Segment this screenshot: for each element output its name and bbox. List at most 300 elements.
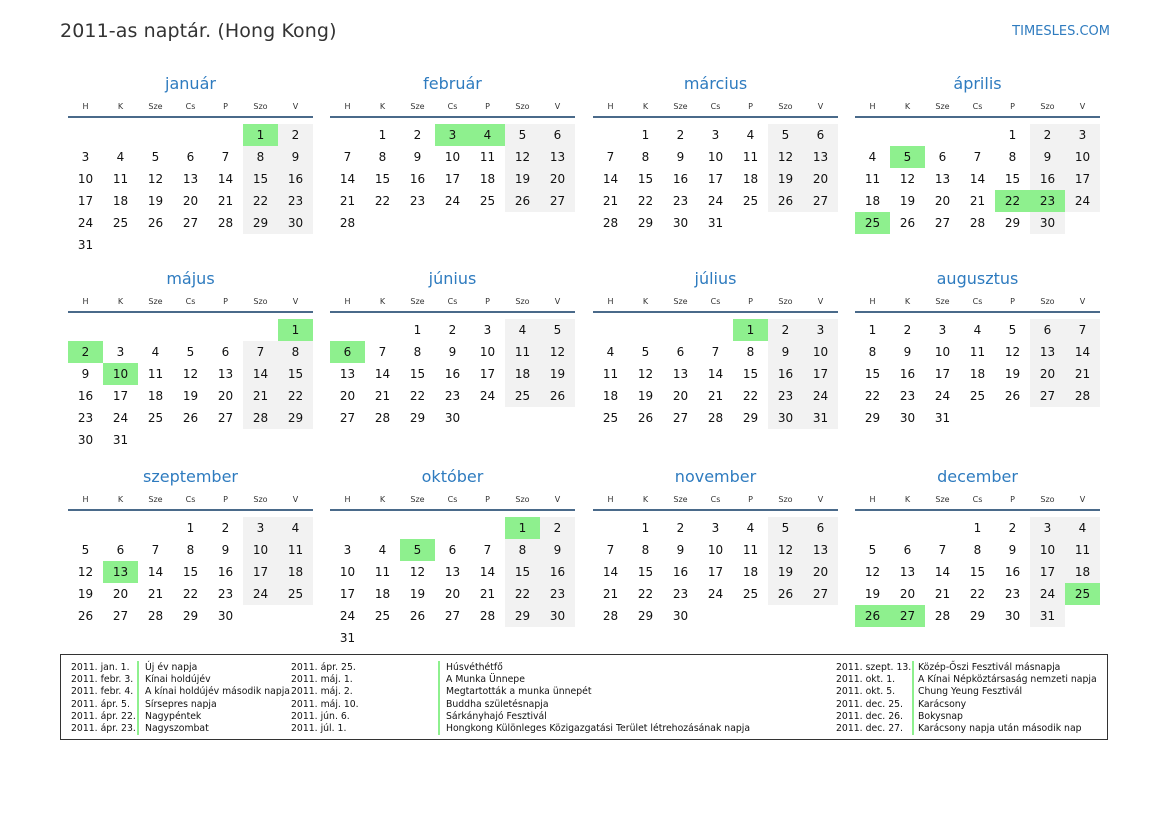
holiday-day-cell: 1 xyxy=(278,319,313,341)
day-cell: 21 xyxy=(1065,363,1100,385)
day-cell: 14 xyxy=(1065,341,1100,363)
empty-cell xyxy=(663,319,698,341)
day-cell: 10 xyxy=(444,150,461,164)
day-cell: 27 xyxy=(112,609,129,623)
day-cell: 22 xyxy=(637,587,654,601)
weekday-label: V xyxy=(1079,494,1086,504)
empty-cell xyxy=(103,517,138,539)
day-cell: 28 xyxy=(147,609,164,623)
weekday-label: V xyxy=(1079,296,1086,306)
weekday-label: Szo xyxy=(778,101,793,111)
day-cell: 16 xyxy=(1004,565,1021,579)
day-cell: 3 xyxy=(483,323,492,337)
day-cell: 17 xyxy=(339,587,356,601)
day-cell: 22 xyxy=(969,587,986,601)
weekday-label: Sze xyxy=(935,101,950,111)
day-cell: 27 xyxy=(672,411,689,425)
day-cell: 8 xyxy=(1008,150,1017,164)
holiday-day-cell: 5 xyxy=(890,146,925,168)
day-cell: 3 xyxy=(1030,517,1065,539)
weekday-label: V xyxy=(817,494,824,504)
day-cell: 20 xyxy=(540,168,575,190)
month-február xyxy=(330,74,575,234)
weekday-label: P xyxy=(748,296,753,306)
legend-col1-names xyxy=(145,662,290,735)
legend-holiday-name: Karácsony napja után második nap xyxy=(918,722,1082,734)
day-cell: 23 xyxy=(77,411,94,425)
day-cell: 24 xyxy=(112,411,129,425)
day-grid xyxy=(593,319,838,429)
day-cell: 25 xyxy=(278,583,313,605)
day-cell: 19 xyxy=(182,389,199,403)
weekday-label: Cs xyxy=(972,296,983,306)
day-cell: 25 xyxy=(147,411,164,425)
day-cell: 7 xyxy=(483,543,492,557)
day-cell: 20 xyxy=(899,587,916,601)
empty-cell xyxy=(593,517,628,539)
holiday-legend xyxy=(60,654,1108,740)
day-cell: 4 xyxy=(746,128,755,142)
day-cell: 14 xyxy=(969,172,986,186)
day-cell: 8 xyxy=(243,146,278,168)
day-cell: 24 xyxy=(934,389,951,403)
day-cell: 1 xyxy=(413,323,422,337)
day-cell: 2 xyxy=(676,128,685,142)
day-cell: 30 xyxy=(77,433,94,447)
weekday-label: Cs xyxy=(710,296,721,306)
day-cell: 21 xyxy=(217,194,234,208)
day-cell: 24 xyxy=(444,194,461,208)
day-cell: 15 xyxy=(1004,172,1021,186)
day-cell: 15 xyxy=(864,367,881,381)
holiday-day-cell: 25 xyxy=(1065,583,1100,605)
day-cell: 25 xyxy=(505,385,540,407)
legend-date: 2011. máj. 2. xyxy=(291,686,353,698)
empty-cell xyxy=(593,319,628,341)
legend-date: 2011. ápr. 25. xyxy=(291,662,356,673)
day-cell: 26 xyxy=(899,216,916,230)
holiday-day-cell: 1 xyxy=(733,319,768,341)
day-cell: 24 xyxy=(803,385,838,407)
day-cell: 2 xyxy=(1008,521,1017,535)
weekday-header xyxy=(68,489,313,511)
empty-cell xyxy=(890,124,925,146)
holiday-day-cell: 26 xyxy=(855,605,890,627)
weekday-label: P xyxy=(1010,494,1015,504)
weekday-label: Sze xyxy=(673,494,688,504)
weekday-label: P xyxy=(1010,101,1015,111)
weekday-label: K xyxy=(117,494,124,504)
weekday-label: Cs xyxy=(972,101,983,111)
day-cell: 21 xyxy=(339,194,356,208)
day-cell: 10 xyxy=(479,345,496,359)
day-cell: 2 xyxy=(221,521,230,535)
day-cell: 31 xyxy=(112,433,129,447)
day-cell: 14 xyxy=(374,367,391,381)
day-cell: 27 xyxy=(217,411,234,425)
day-cell: 15 xyxy=(742,367,759,381)
day-cell: 15 xyxy=(278,363,313,385)
weekday-label: V xyxy=(817,296,824,306)
weekday-label: Sze xyxy=(148,296,163,306)
empty-cell xyxy=(698,319,733,341)
day-cell: 13 xyxy=(339,367,356,381)
day-cell: 11 xyxy=(278,539,313,561)
legend-col2-names xyxy=(446,662,750,735)
day-cell: 21 xyxy=(934,587,951,601)
day-cell: 9 xyxy=(1008,543,1017,557)
day-cell: 30 xyxy=(768,407,803,429)
day-cell: 15 xyxy=(182,565,199,579)
day-cell: 4 xyxy=(278,517,313,539)
day-cell: 14 xyxy=(602,565,619,579)
weekday-label: H xyxy=(344,494,351,504)
weekday-label: V xyxy=(817,101,824,111)
weekday-label: H xyxy=(607,101,614,111)
day-cell: 7 xyxy=(973,150,982,164)
month-name: július xyxy=(694,269,737,288)
day-grid xyxy=(855,124,1100,234)
month-name: december xyxy=(937,467,1018,486)
weekday-label: Szo xyxy=(1040,101,1055,111)
day-cell: 15 xyxy=(969,565,986,579)
day-cell: 19 xyxy=(540,363,575,385)
day-cell: 28 xyxy=(602,609,619,623)
day-cell: 19 xyxy=(637,389,654,403)
day-cell: 10 xyxy=(803,341,838,363)
day-cell: 7 xyxy=(378,345,387,359)
day-cell: 4 xyxy=(606,345,615,359)
day-cell: 9 xyxy=(278,146,313,168)
weekday-label: Cs xyxy=(185,494,196,504)
day-cell: 6 xyxy=(803,517,838,539)
day-cell: 12 xyxy=(864,565,881,579)
day-cell: 8 xyxy=(278,341,313,363)
legend-holiday-name: Új év napja xyxy=(145,662,198,673)
day-cell: 25 xyxy=(742,194,759,208)
day-cell: 10 xyxy=(707,150,724,164)
day-cell: 17 xyxy=(707,565,724,579)
day-cell: 18 xyxy=(374,587,391,601)
legend-col3-dates xyxy=(836,662,911,735)
empty-cell xyxy=(330,124,365,146)
holiday-day-cell: 1 xyxy=(243,124,278,146)
weekday-label: K xyxy=(379,101,386,111)
day-cell: 28 xyxy=(339,216,356,230)
weekday-label: Sze xyxy=(673,101,688,111)
holiday-day-cell: 6 xyxy=(330,341,365,363)
day-cell: 3 xyxy=(81,150,90,164)
day-cell: 30 xyxy=(672,609,689,623)
day-cell: 21 xyxy=(707,389,724,403)
empty-cell xyxy=(330,517,365,539)
weekday-label: H xyxy=(82,494,89,504)
legend-date: 2011. ápr. 5. xyxy=(71,698,130,710)
day-cell: 13 xyxy=(444,565,461,579)
day-cell: 15 xyxy=(505,561,540,583)
holiday-day-cell: 13 xyxy=(103,561,138,583)
day-cell: 15 xyxy=(637,565,654,579)
day-grid xyxy=(330,124,575,234)
month-name: szeptember xyxy=(142,467,238,486)
empty-cell xyxy=(628,319,663,341)
empty-cell xyxy=(208,319,243,341)
weekday-label: K xyxy=(117,296,124,306)
day-cell: 19 xyxy=(77,587,94,601)
day-cell: 3 xyxy=(343,543,352,557)
day-cell: 17 xyxy=(707,172,724,186)
month-január xyxy=(68,74,313,256)
month-május xyxy=(68,269,313,451)
weekday-label: V xyxy=(292,101,299,111)
day-cell: 4 xyxy=(746,521,755,535)
day-cell: 6 xyxy=(116,543,125,557)
day-cell: 13 xyxy=(672,367,689,381)
day-grid xyxy=(855,517,1100,627)
day-cell: 24 xyxy=(243,583,278,605)
day-cell: 27 xyxy=(803,583,838,605)
day-cell: 3 xyxy=(803,319,838,341)
weekday-label: Sze xyxy=(410,494,425,504)
legend-divider xyxy=(912,661,914,735)
legend-holiday-name: Sírsepres napja xyxy=(145,698,217,710)
weekday-label: Sze xyxy=(148,494,163,504)
day-cell: 14 xyxy=(243,363,278,385)
day-cell: 27 xyxy=(444,609,461,623)
weekday-label: Sze xyxy=(673,296,688,306)
day-cell: 26 xyxy=(409,609,426,623)
day-cell: 26 xyxy=(505,190,540,212)
day-cell: 17 xyxy=(479,367,496,381)
day-cell: 19 xyxy=(505,168,540,190)
day-cell: 2 xyxy=(1030,124,1065,146)
month-szeptember xyxy=(68,467,313,627)
weekday-label: Sze xyxy=(410,101,425,111)
day-cell: 10 xyxy=(243,539,278,561)
day-cell: 20 xyxy=(112,587,129,601)
day-cell: 5 xyxy=(1008,323,1017,337)
day-cell: 18 xyxy=(479,172,496,186)
day-cell: 14 xyxy=(217,172,234,186)
day-cell: 23 xyxy=(672,194,689,208)
weekday-header xyxy=(593,96,838,118)
day-cell: 7 xyxy=(151,543,160,557)
weekday-label: Szo xyxy=(1040,494,1055,504)
legend-date: 2011. dec. 27. xyxy=(836,722,903,734)
empty-cell xyxy=(330,319,365,341)
day-cell: 18 xyxy=(742,172,759,186)
empty-cell xyxy=(855,124,890,146)
day-cell: 9 xyxy=(81,367,90,381)
day-cell: 13 xyxy=(1030,341,1065,363)
day-grid xyxy=(855,319,1100,429)
day-cell: 24 xyxy=(707,194,724,208)
day-cell: 31 xyxy=(707,216,724,230)
day-cell: 15 xyxy=(374,172,391,186)
legend-date: 2011. dec. 26. xyxy=(836,710,903,722)
month-augusztus xyxy=(855,269,1100,429)
empty-cell xyxy=(243,319,278,341)
day-cell: 21 xyxy=(969,194,986,208)
legend-col2-dates xyxy=(291,662,359,735)
day-cell: 24 xyxy=(1065,190,1100,212)
day-cell: 7 xyxy=(343,150,352,164)
day-cell: 11 xyxy=(969,345,986,359)
day-cell: 16 xyxy=(1030,168,1065,190)
day-cell: 11 xyxy=(147,367,164,381)
day-cell: 18 xyxy=(969,367,986,381)
holiday-day-cell: 10 xyxy=(103,363,138,385)
day-cell: 4 xyxy=(868,150,877,164)
day-cell: 30 xyxy=(217,609,234,623)
day-cell: 2 xyxy=(768,319,803,341)
day-cell: 31 xyxy=(934,411,951,425)
weekday-label: V xyxy=(292,494,299,504)
day-cell: 6 xyxy=(221,345,230,359)
site-link[interactable]: TIMESLES.COM xyxy=(1012,24,1110,39)
day-cell: 13 xyxy=(540,146,575,168)
day-cell: 16 xyxy=(540,561,575,583)
weekday-label: K xyxy=(642,101,649,111)
day-cell: 21 xyxy=(602,587,619,601)
day-cell: 22 xyxy=(637,194,654,208)
day-cell: 27 xyxy=(1030,385,1065,407)
day-cell: 18 xyxy=(505,363,540,385)
day-cell: 26 xyxy=(768,190,803,212)
day-cell: 18 xyxy=(864,194,881,208)
day-cell: 19 xyxy=(147,194,164,208)
day-cell: 13 xyxy=(803,539,838,561)
legend-holiday-name: Hongkong Különleges Közigazgatási Terület létrehozásának napja xyxy=(446,722,751,734)
weekday-label: Cs xyxy=(972,494,983,504)
day-cell: 1 xyxy=(868,323,877,337)
day-cell: 26 xyxy=(768,583,803,605)
empty-cell xyxy=(103,124,138,146)
legend-holiday-name: Megtartották a munka ünnepét xyxy=(446,686,592,698)
day-cell: 28 xyxy=(243,407,278,429)
weekday-label: Cs xyxy=(447,101,458,111)
day-cell: 6 xyxy=(803,124,838,146)
day-cell: 19 xyxy=(768,168,803,190)
weekday-label: Szo xyxy=(1040,296,1055,306)
day-cell: 31 xyxy=(77,238,94,252)
holiday-day-cell: 22 xyxy=(995,190,1030,212)
day-cell: 1 xyxy=(1008,128,1017,142)
day-cell: 28 xyxy=(934,609,951,623)
day-cell: 14 xyxy=(479,565,496,579)
day-cell: 18 xyxy=(742,565,759,579)
day-cell: 1 xyxy=(186,521,195,535)
weekday-label: Cs xyxy=(185,101,196,111)
day-cell: 28 xyxy=(969,216,986,230)
day-cell: 10 xyxy=(707,543,724,557)
empty-cell xyxy=(435,517,470,539)
day-cell: 18 xyxy=(112,194,129,208)
day-cell: 22 xyxy=(742,389,759,403)
day-cell: 9 xyxy=(676,543,685,557)
day-cell: 16 xyxy=(278,168,313,190)
weekday-label: Sze xyxy=(935,296,950,306)
holiday-day-cell: 4 xyxy=(470,124,505,146)
day-cell: 20 xyxy=(803,168,838,190)
day-grid xyxy=(68,319,313,451)
day-cell: 20 xyxy=(444,587,461,601)
day-cell: 22 xyxy=(505,583,540,605)
day-cell: 22 xyxy=(243,190,278,212)
day-cell: 18 xyxy=(278,561,313,583)
month-november xyxy=(593,467,838,627)
day-cell: 26 xyxy=(637,411,654,425)
empty-cell xyxy=(365,319,400,341)
day-cell: 21 xyxy=(147,587,164,601)
day-cell: 8 xyxy=(641,543,650,557)
legend-date: 2011. okt. 1. xyxy=(836,674,896,686)
day-cell: 16 xyxy=(899,367,916,381)
day-cell: 23 xyxy=(409,194,426,208)
day-cell: 12 xyxy=(768,146,803,168)
legend-holiday-name: A kínai holdújév második napja xyxy=(145,686,291,698)
day-cell: 6 xyxy=(676,345,685,359)
day-cell: 24 xyxy=(339,609,356,623)
weekday-header xyxy=(68,96,313,118)
day-cell: 12 xyxy=(77,565,94,579)
day-cell: 18 xyxy=(1065,561,1100,583)
day-cell: 3 xyxy=(1065,124,1100,146)
weekday-label: Cs xyxy=(447,494,458,504)
weekday-header xyxy=(593,489,838,511)
day-cell: 6 xyxy=(938,150,947,164)
day-cell: 12 xyxy=(540,341,575,363)
day-cell: 28 xyxy=(707,411,724,425)
page-title: 2011-as naptár. (Hong Kong) xyxy=(60,20,337,42)
weekday-label: Cs xyxy=(710,101,721,111)
legend-date: 2011. ápr. 22. xyxy=(71,710,136,722)
day-cell: 27 xyxy=(339,411,356,425)
legend-date: 2011. okt. 5. xyxy=(836,686,896,698)
day-cell: 31 xyxy=(803,407,838,429)
day-cell: 5 xyxy=(151,150,160,164)
legend-holiday-name: Karácsony xyxy=(918,698,967,710)
day-cell: 27 xyxy=(803,190,838,212)
day-cell: 10 xyxy=(1065,146,1100,168)
day-cell: 24 xyxy=(707,587,724,601)
day-cell: 15 xyxy=(243,168,278,190)
day-cell: 5 xyxy=(868,543,877,557)
day-cell: 6 xyxy=(186,150,195,164)
empty-cell xyxy=(960,124,995,146)
weekday-label: K xyxy=(379,494,386,504)
weekday-label: V xyxy=(554,296,561,306)
legend-col1-dates xyxy=(71,662,136,735)
day-cell: 12 xyxy=(409,565,426,579)
day-cell: 11 xyxy=(374,565,391,579)
month-name: március xyxy=(683,74,748,93)
day-cell: 30 xyxy=(278,212,313,234)
month-name: november xyxy=(674,467,757,486)
holiday-day-cell: 3 xyxy=(435,124,470,146)
day-cell: 28 xyxy=(217,216,234,230)
day-cell: 5 xyxy=(505,124,540,146)
day-cell: 22 xyxy=(409,389,426,403)
day-cell: 21 xyxy=(602,194,619,208)
weekday-label: H xyxy=(344,296,351,306)
day-cell: 29 xyxy=(243,212,278,234)
day-cell: 23 xyxy=(217,587,234,601)
day-cell: 7 xyxy=(243,341,278,363)
day-cell: 7 xyxy=(606,150,615,164)
day-cell: 26 xyxy=(147,216,164,230)
day-cell: 9 xyxy=(676,150,685,164)
